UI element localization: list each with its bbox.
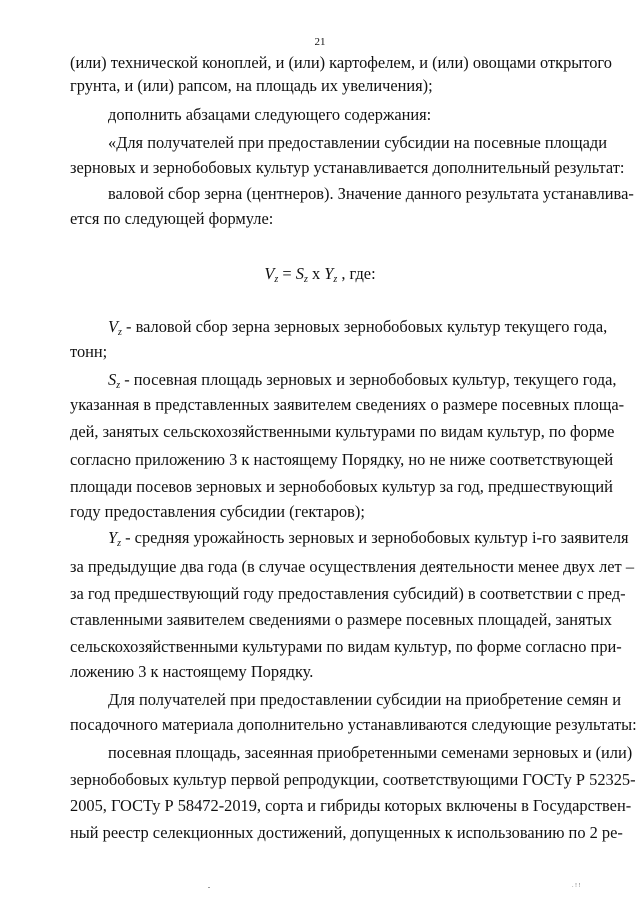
text-line: указанная в представленных заявителем сведениях о размере посевных площа- bbox=[70, 395, 625, 414]
formula-v-sub: z bbox=[274, 274, 279, 285]
text-line: грунта, и (или) рапсом, на площадь их увеличения); bbox=[70, 76, 433, 95]
text-line: площади посевов зерновых и зернобобовых культур за год, предшествующий bbox=[70, 477, 613, 496]
formula-tail: , где: bbox=[337, 264, 376, 283]
text-line: «Для получателей при предоставлении субсидии на посевные площади bbox=[108, 133, 608, 152]
definition-symbol-sub: z bbox=[117, 538, 122, 549]
definition-symbol-sub: z bbox=[116, 380, 121, 391]
definition-text: - валовой сбор зерна зерновых зернобобовых культур текущего года, bbox=[121, 317, 608, 336]
definition-text: - посевная площадь зерновых и зернобобовых культур, текущего года, bbox=[120, 370, 617, 389]
text-line: году предоставления субсидии (гектаров); bbox=[70, 502, 365, 521]
text-line: за год предшествующий году предоставления субсидий) в соответствии с пред- bbox=[70, 584, 626, 603]
formula-s-sub: z bbox=[303, 274, 308, 285]
formula-s: S bbox=[295, 264, 304, 283]
text-line: согласно приложению 3 к настоящему Порядку, но не ниже соответствующей bbox=[70, 450, 614, 469]
definition-symbol: S bbox=[108, 370, 117, 389]
text-line: тонн; bbox=[70, 342, 108, 361]
definition-symbol-sub: z bbox=[118, 327, 122, 338]
formula-v: V bbox=[264, 264, 275, 283]
definition-text: - средняя урожайность зерновых и зернобобовых культур i-го заявителя bbox=[121, 528, 629, 547]
formula-eq: = bbox=[278, 264, 296, 283]
text-line: сельскохозяйственными культурами по видам культур, по форме согласно при- bbox=[70, 637, 622, 656]
formula-x: х bbox=[307, 264, 325, 283]
text-line: посадочного материала дополнительно устанавливаются следующие результаты: bbox=[70, 715, 637, 734]
definition-first-line bbox=[108, 317, 608, 343]
definition-first-line bbox=[108, 370, 617, 396]
text-line: за предыдущие два года (в случае осуществления деятельности менее двух лет – bbox=[70, 557, 635, 576]
footer-marks: . ! ! bbox=[572, 883, 581, 889]
formula-y-sub: z bbox=[333, 274, 338, 285]
definition-symbol: Y bbox=[108, 528, 118, 547]
definition-symbol: V bbox=[108, 317, 119, 336]
text-line: дей, занятых сельскохозяйственными культурами по видам культур, по форме bbox=[70, 422, 615, 441]
text-line: дополнить абзацами следующего содержания: bbox=[108, 105, 432, 124]
definition-first-line bbox=[108, 528, 629, 554]
text-line: зернобобовых культур первой репродукции, соответствующими ГОСТу Р 52325- bbox=[70, 770, 636, 789]
formula bbox=[0, 264, 640, 285]
text-line: зерновых и зернобобовых культур устанавливается дополнительный результат: bbox=[70, 158, 625, 177]
text-line: (или) технической коноплей, и (или) картофелем, и (или) овощами открытого bbox=[70, 53, 612, 72]
text-line: ставленными заявителем сведениями о размере посевных площадей, занятых bbox=[70, 610, 612, 629]
formula-y: Y bbox=[324, 264, 334, 283]
text-line: ложению 3 к настоящему Порядку. bbox=[70, 662, 314, 681]
text-line: 2005, ГОСТу Р 58472-2019, сорта и гибриды которых включены в Государствен- bbox=[70, 796, 632, 815]
text-line: Для получателей при предоставлении субсидии на приобретение семян и bbox=[108, 690, 622, 709]
text-line: валовой сбор зерна (центнеров). Значение данного результата устанавлива- bbox=[108, 184, 634, 203]
text-line: ный реестр селекционных достижений, допущенных к использованию по 2 ре- bbox=[70, 823, 623, 842]
text-line: ется по следующей формуле: bbox=[70, 209, 274, 228]
page-number: 21 bbox=[314, 36, 326, 48]
scan-mark bbox=[208, 887, 210, 888]
text-line: посевная площадь, засеянная приобретенными семенами зерновых и (или) bbox=[108, 743, 633, 762]
